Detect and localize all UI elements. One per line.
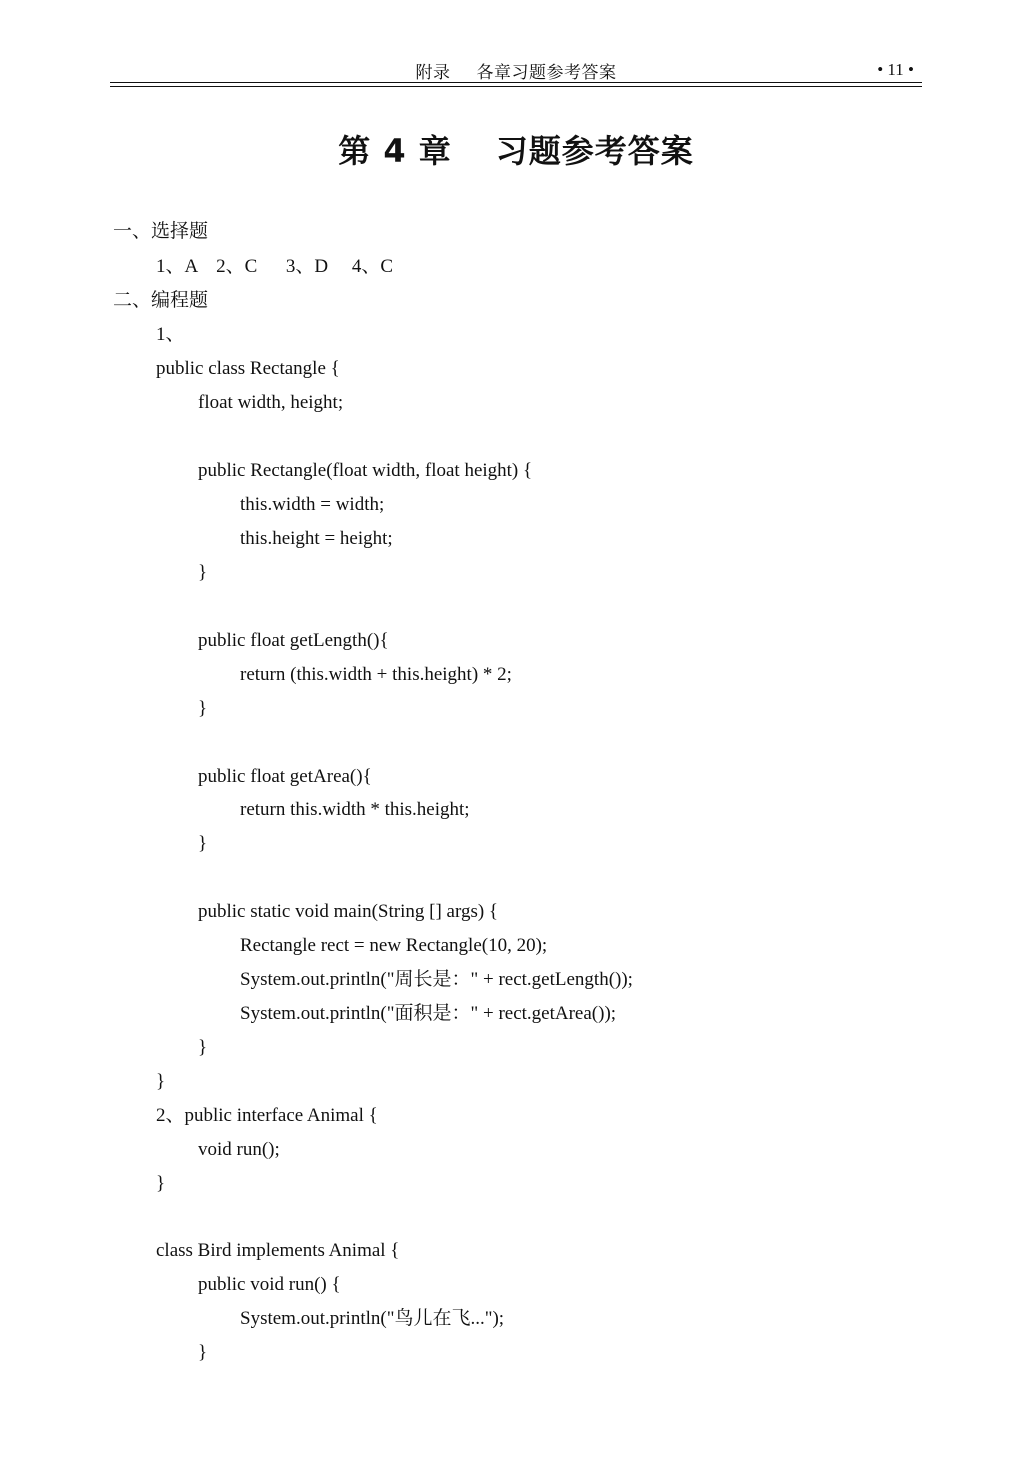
chapter-heading: 习题参考答案 [495, 132, 694, 170]
code-line: class Bird implements Animal { [156, 1240, 400, 1261]
code-line: public float getLength(){ [198, 630, 389, 651]
page-number: • 11 • [877, 60, 914, 79]
code-line: void run(); [198, 1139, 280, 1160]
page-header [110, 58, 922, 84]
code-line: System.out.println("面积是：" + rect.getArea()); [240, 1003, 617, 1024]
header-rule-thin [110, 86, 922, 87]
code-line: this.width = width; [240, 494, 385, 515]
code-line: public float getArea(){ [198, 766, 372, 787]
code-line: public static void main(String [] args) { [198, 901, 499, 922]
chapter-number: 第 4 章 [338, 132, 452, 170]
question-number: 1、 [156, 324, 185, 345]
code-line: } [156, 1173, 166, 1194]
code-line: this.height = height; [240, 528, 393, 549]
section-heading-choice: 一、选择题 [113, 221, 209, 242]
code-line: } [198, 562, 208, 583]
code-line: } [198, 698, 208, 719]
code-line: } [198, 1342, 208, 1363]
code-line: System.out.println("鸟儿在飞..."); [240, 1308, 505, 1329]
code-line: float width, height; [198, 392, 344, 413]
code-line: } [198, 1037, 208, 1058]
code-line: } [156, 1071, 166, 1092]
code-line: return this.width * this.height; [240, 799, 470, 820]
code-line: } [198, 833, 208, 854]
running-head [110, 58, 922, 83]
running-head-section: 附录 [415, 63, 451, 82]
code-line: Rectangle rect = new Rectangle(10, 20); [240, 935, 548, 956]
chapter-title [0, 126, 1032, 172]
code-line: public class Rectangle { [156, 358, 340, 379]
code-line: public void run() { [198, 1274, 341, 1295]
code-line: return (this.width + this.height) * 2; [240, 664, 512, 685]
choice-answers: 1、A 2、C 3、D 4、C [156, 256, 393, 277]
code-line: public Rectangle(float width, float height) { [198, 460, 533, 481]
code-line: 2、public interface Animal { [156, 1105, 378, 1126]
section-heading-programming: 二、编程题 [113, 290, 209, 311]
header-rule-thick [110, 82, 922, 83]
code-line: System.out.println("周长是：" + rect.getLength()); [240, 969, 633, 990]
running-head-title: 各章习题参考答案 [476, 63, 617, 82]
